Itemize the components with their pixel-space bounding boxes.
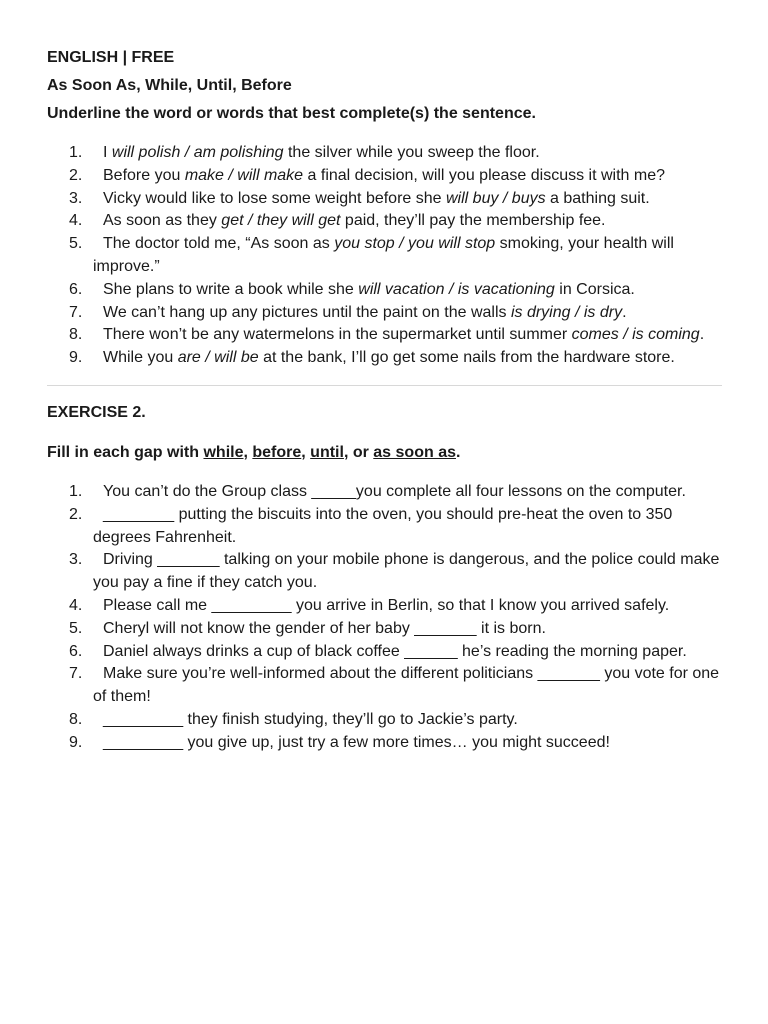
sentence-fragment: at the bank, I’ll go get some nails from the hardware store.	[258, 349, 675, 367]
item-number: 8.	[69, 326, 83, 344]
exercise1-item	[47, 279, 722, 302]
exercise1-item	[47, 142, 722, 165]
sentence-fragment: the silver while you sweep the floor.	[283, 144, 540, 161]
gap-sentence: Driving _______ talking on your mobile phone is dangerous, and the police could make you pay a fine if they catch you.	[93, 551, 720, 592]
exercise2-item	[47, 595, 722, 618]
item-number: 9.	[69, 733, 83, 751]
section-divider	[47, 385, 722, 386]
exercise1-item	[47, 210, 722, 233]
exercise2-list	[47, 481, 722, 755]
worksheet-topic: As Soon As, While, Until, Before	[47, 77, 292, 94]
item-sentence	[93, 349, 675, 366]
instruction-sep: ,	[243, 443, 253, 461]
gap-sentence: ________ putting the biscuits into the oven, you should pre-heat the oven to 350 degrees Fahrenheit.	[93, 505, 673, 546]
item-number: 9.	[69, 349, 83, 367]
worksheet-subject: ENGLISH | FREE	[47, 49, 175, 66]
answer-choices[interactable]: are / will be	[177, 349, 259, 367]
exercise2-title: EXERCISE 2.	[47, 403, 146, 421]
exercise1-list	[47, 142, 722, 370]
item-sentence	[93, 212, 606, 229]
answer-choices[interactable]: make / will make	[184, 166, 304, 184]
sentence-fragment: As soon as they	[103, 212, 222, 230]
sentence-fragment: a final decision, will you please discuss it with me?	[303, 166, 666, 184]
option-before: before	[252, 443, 302, 461]
gap-sentence: Make sure you’re well-informed about the different politicians _______ you vote for one of them!	[93, 665, 720, 706]
item-number: 1.	[69, 482, 83, 500]
gap-sentence: _________ they finish studying, they’ll go to Jackie’s party.	[103, 710, 518, 728]
item-number: 5.	[69, 619, 83, 637]
sentence-fragment: .	[699, 326, 705, 344]
answer-choices[interactable]: will vacation / is vacationing	[358, 280, 555, 298]
gap-sentence: Daniel always drinks a cup of black coffee ______ he’s reading the morning paper.	[103, 642, 687, 660]
sentence-fragment: in Corsica.	[554, 280, 635, 298]
sentence-fragment: smoking, your health will improve.”	[93, 235, 674, 275]
item-number: 2.	[69, 166, 83, 184]
item-number: 6.	[69, 642, 83, 660]
item-sentence	[93, 235, 674, 275]
gap-sentence: You can’t do the Group class _____you complete all four lessons on the computer.	[103, 482, 686, 500]
instruction-suffix: .	[455, 443, 461, 461]
option-while: while	[203, 443, 244, 461]
exercise1-item	[47, 324, 722, 347]
exercise1-instruction: Underline the word or words that best complete(s) the sentence.	[47, 105, 536, 122]
item-number: 2.	[69, 505, 83, 523]
sentence-fragment: .	[622, 303, 627, 321]
sentence-fragment: a bathing suit.	[545, 189, 650, 207]
exercise2-item	[47, 504, 722, 550]
item-number: 4.	[69, 596, 83, 614]
instruction-sep: ,	[301, 443, 311, 461]
exercise2-item	[47, 481, 722, 504]
answer-choices[interactable]: will polish / am polishing	[111, 144, 284, 161]
instruction-sep: , or	[343, 443, 374, 461]
gap-sentence: Cheryl will not know the gender of her baby _______ it is born.	[103, 619, 546, 637]
sentence-fragment: There won’t be any watermelons in the supermarket until summer	[103, 326, 572, 344]
item-sentence	[93, 167, 665, 184]
item-sentence	[93, 144, 540, 161]
item-number: 8.	[69, 710, 83, 728]
sentence-fragment: I	[103, 144, 112, 161]
sentence-fragment: paid, they’ll pay the membership fee.	[340, 212, 606, 230]
exercise1-item	[47, 302, 722, 325]
exercise1-item	[47, 165, 722, 188]
answer-choices[interactable]: will buy / buys	[446, 189, 546, 207]
item-number: 7.	[69, 665, 83, 683]
item-number: 3.	[69, 189, 83, 207]
exercise2-item	[47, 709, 722, 732]
gap-sentence: _________ you give up, just try a few more times… you might succeed!	[103, 733, 610, 751]
exercise2-instruction	[47, 442, 722, 464]
item-number: 5.	[69, 235, 83, 253]
exercise1-item	[47, 233, 722, 279]
sentence-fragment: Vicky would like to lose some weight before she	[103, 189, 446, 207]
answer-choices[interactable]: get / they will get	[221, 212, 341, 230]
exercise1-item	[47, 347, 722, 370]
instruction-prefix: Fill in each gap with	[47, 443, 204, 461]
exercise1-item	[47, 188, 722, 211]
answer-choices[interactable]: is drying / is dry	[510, 303, 623, 321]
option-until: until	[310, 443, 344, 461]
item-number: 3.	[69, 551, 83, 569]
sentence-fragment: While you	[103, 349, 178, 367]
sentence-fragment: We can’t hang up any pictures until the paint on the walls	[103, 303, 511, 321]
item-sentence	[93, 281, 635, 298]
sentence-fragment: Before you	[103, 166, 185, 184]
item-number: 6.	[69, 280, 83, 298]
item-sentence	[93, 190, 650, 207]
answer-choices[interactable]: you stop / you will stop	[334, 235, 496, 253]
exercise2-item	[47, 663, 722, 709]
item-sentence	[93, 326, 704, 343]
exercise2-item	[47, 641, 722, 664]
option-as-soon-as: as soon as	[373, 443, 456, 461]
gap-sentence: Please call me _________ you arrive in Berlin, so that I know you arrived safely.	[103, 596, 670, 614]
item-sentence	[93, 304, 627, 321]
answer-choices[interactable]: comes / is coming	[571, 326, 700, 344]
item-number: 7.	[69, 303, 83, 321]
exercise2-item	[47, 732, 722, 755]
sentence-fragment: She plans to write a book while she	[103, 280, 359, 298]
exercise2-item	[47, 549, 722, 595]
item-number: 1.	[69, 144, 83, 161]
item-number: 4.	[69, 212, 83, 230]
exercise2-item	[47, 618, 722, 641]
sentence-fragment: The doctor told me, “As soon as	[103, 235, 335, 253]
